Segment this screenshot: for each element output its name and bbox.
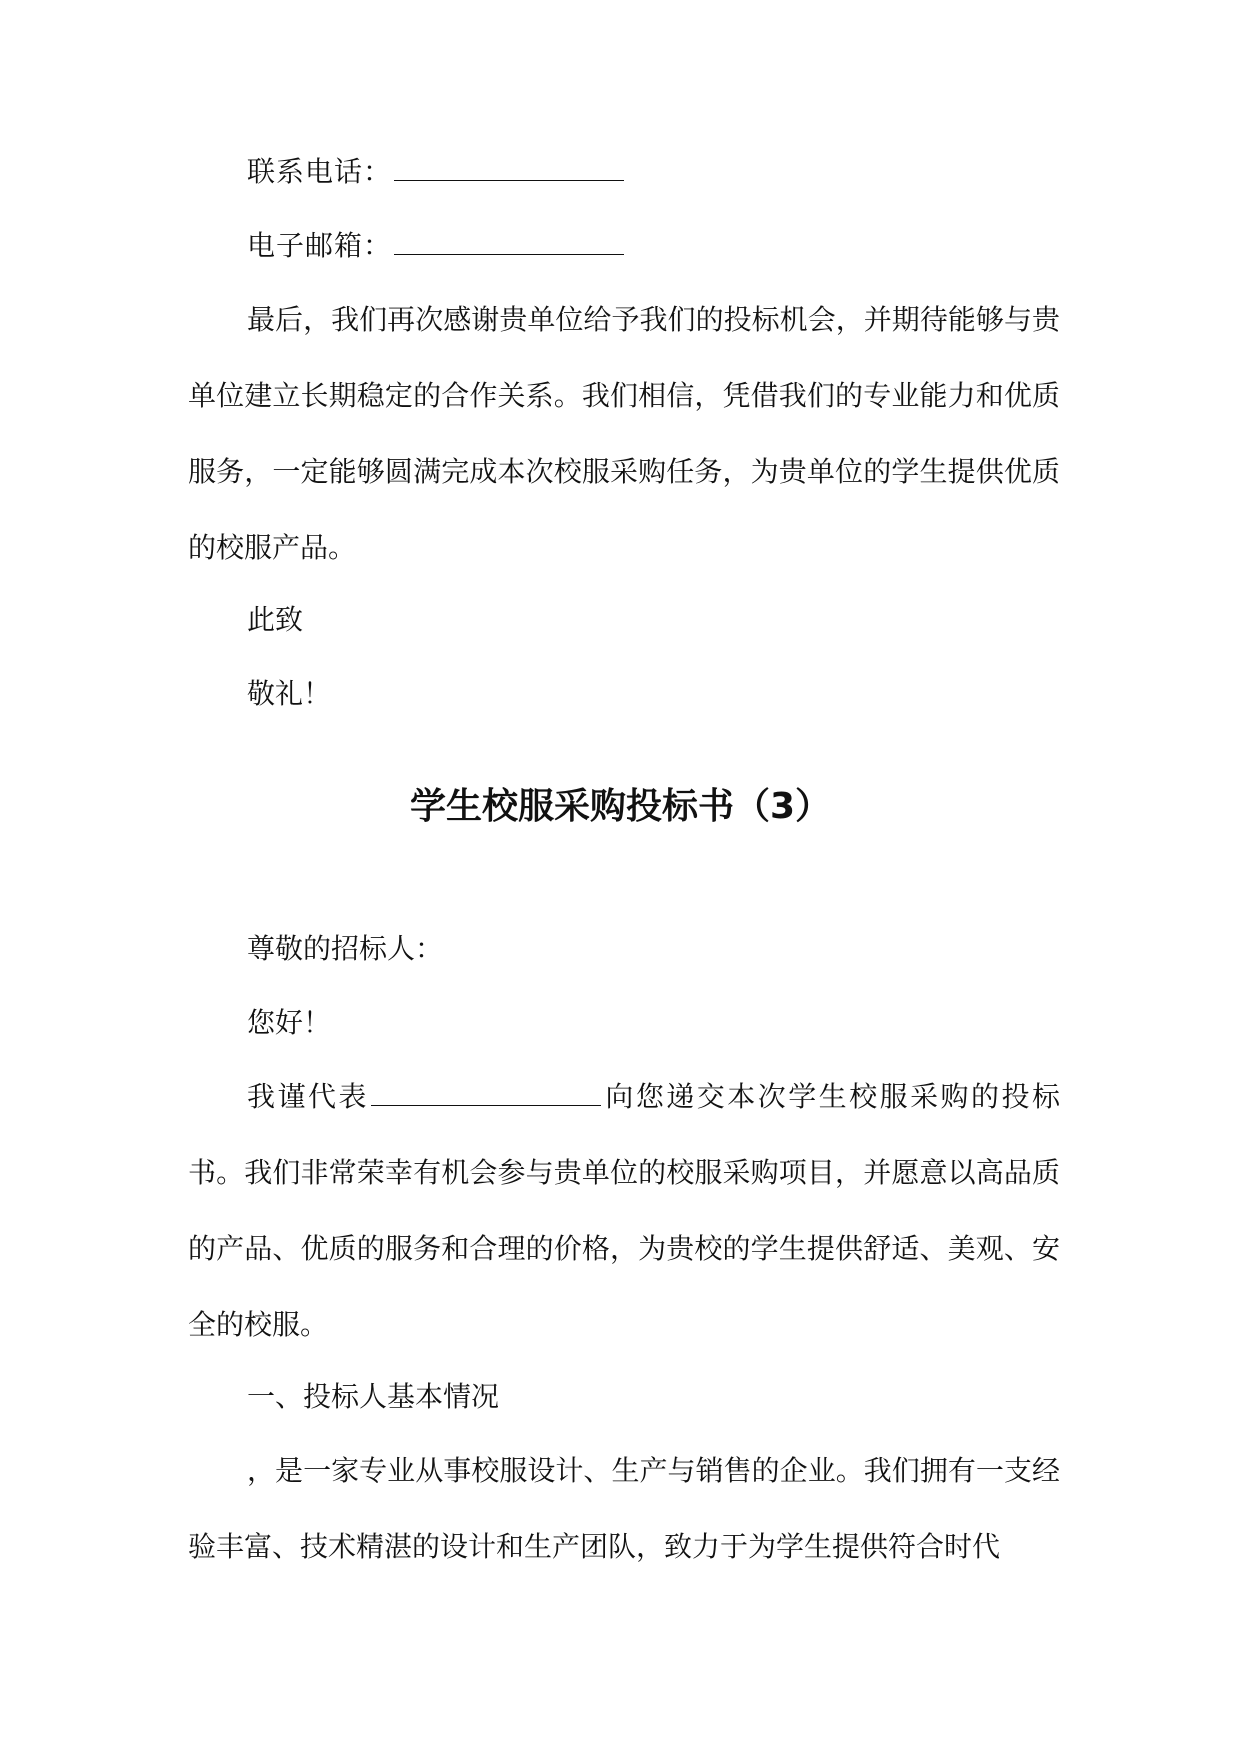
closing-paragraph: 最后，我们再次感谢贵单位给予我们的投标机会，并期待能够与贵单位建立长期稳定的合作关系。我们相信，凭借我们的专业能力和优质服务，一定能够圆满完成本次校服采购任务，为贵单位的学生提供优质的校服产品。: [188, 303, 1060, 564]
email-blank: [394, 232, 624, 255]
intro-suffix: 向您递交本次学生校服采购的投标书。我们非常荣幸有机会参与贵单位的校服采购项目，并愿意以高品质的产品、优质的服务和合理的价格，为贵校的学生提供舒适、美观、安全的校服。: [188, 1080, 1060, 1341]
document-title: 学生校服采购投标书（3）: [409, 786, 832, 827]
salutation-line-1: 此致: [247, 603, 304, 636]
section-1-heading: 一、投标人基本情况: [247, 1380, 500, 1413]
phone-line: [188, 134, 1060, 210]
intro-paragraph: [188, 1059, 1060, 1363]
section-1-body: ，是一家专业从事校服设计、生产与销售的企业。我们拥有一支经验丰富、技术精湛的设计和生产团队，致力于为学生提供符合时代: [188, 1454, 1060, 1563]
phone-label: 联系电话：: [247, 155, 393, 188]
email-label: 电子邮箱：: [247, 229, 393, 262]
email-line: [188, 208, 1060, 284]
intro-prefix: 我谨代表: [247, 1080, 369, 1113]
phone-blank: [394, 158, 624, 181]
company-name-blank: [371, 1083, 601, 1106]
salutation-line-2: 敬礼！: [247, 677, 332, 710]
greeting-hello: 您好！: [247, 1006, 332, 1039]
greeting-recipient: 尊敬的招标人：: [247, 932, 444, 965]
